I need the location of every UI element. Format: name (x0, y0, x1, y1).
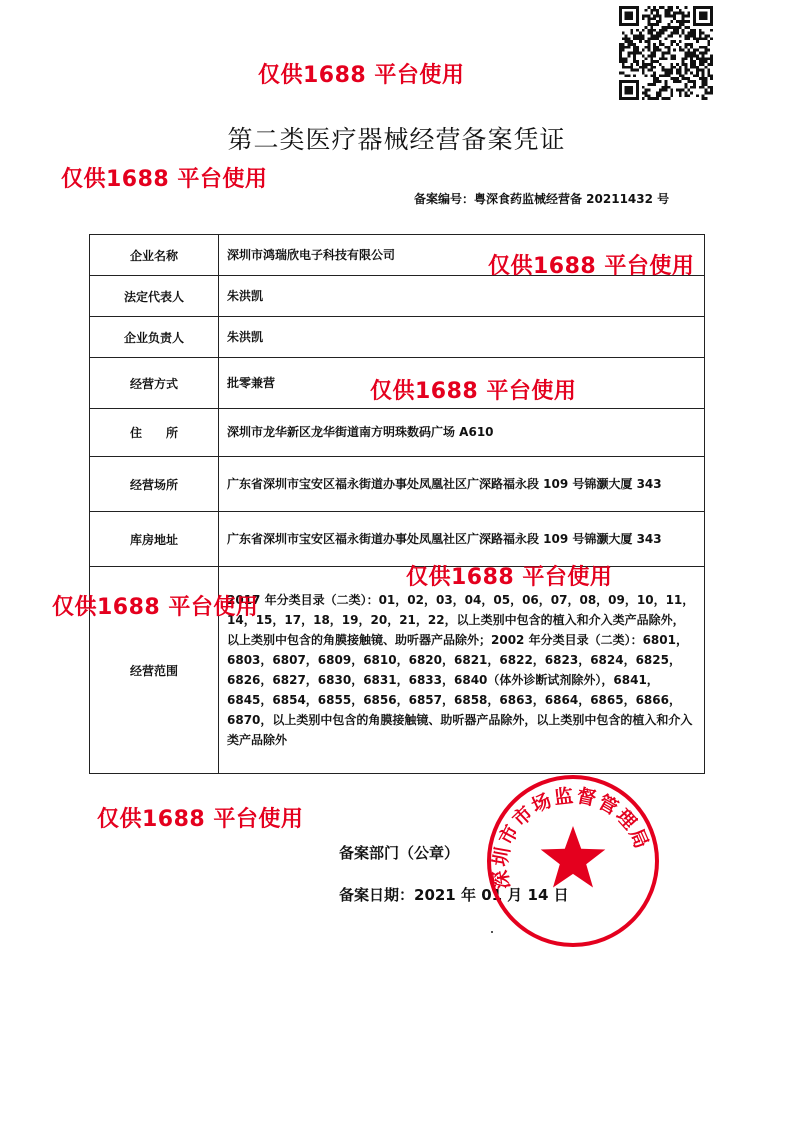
residence-value: 深圳市龙华新区龙华街道南方明珠数码广场 A610 (219, 409, 705, 457)
business-scope-label: 经营范围 (90, 567, 219, 774)
seal-star-icon (541, 826, 606, 888)
residence-label: 住 所 (90, 409, 219, 457)
watermark: 仅供1688 平台使用 (406, 565, 613, 590)
watermark: 仅供1688 平台使用 (258, 63, 465, 88)
record-date: 备案日期：2021 年 01 月 14 日 (339, 886, 569, 904)
official-seal-icon (484, 772, 662, 950)
company-name-value: 深圳市鸿瑞欣电子科技有限公司 (219, 235, 705, 276)
business-mode-label: 经营方式 (90, 358, 219, 409)
record-number: 备案编号：粤深食药监械经营备 20211432 号 (414, 192, 670, 206)
watermark: 仅供1688 平台使用 (97, 807, 304, 832)
business-premises-value: 广东省深圳市宝安区福永街道办事处凤凰社区广深路福永段 109 号锦灏大厦 343 (219, 457, 705, 512)
table-row (90, 276, 705, 317)
legal-rep-label: 法定代表人 (90, 276, 219, 317)
seal-text: 深圳市市场监督管理局 (489, 784, 654, 891)
person-in-charge-label: 企业负责人 (90, 317, 219, 358)
record-table (89, 234, 705, 774)
record-department: 备案部门（公章） (339, 844, 460, 862)
business-mode-value: 批零兼营 (219, 358, 705, 409)
table-row (90, 457, 705, 512)
table-row (90, 409, 705, 457)
warehouse-address-value: 广东省深圳市宝安区福永街道办事处凤凰社区广深路福永段 109 号锦灏大厦 343 (219, 512, 705, 567)
qr-code-icon (619, 6, 713, 100)
watermark: 仅供1688 平台使用 (52, 595, 259, 620)
table-row (90, 512, 705, 567)
watermark: 仅供1688 平台使用 (61, 167, 268, 192)
watermark: 仅供1688 平台使用 (488, 254, 695, 279)
watermark: 仅供1688 平台使用 (370, 379, 577, 404)
company-name-label: 企业名称 (90, 235, 219, 276)
table-row (90, 317, 705, 358)
business-scope-value: 2017 年分类目录（二类）：01，02，03，04，05，06，07，08，09，10，11，14，15，17，18，19，20，21，22，以上类别中包含的植入和介入类产品除外，以上类别中包含的角膜接触镜、助听器产品除外；2002 年分类目录（二类）：6801，6803，6807，6809，6810，6820，6821，6822，6823，6824，6825，6826，6827，6830，6831，6833，6840（体外诊断试剂除外），6841，6845，6854，6855，6856，6857，6858，6863，6864，6865，6866，6870，以上类别中包含的角膜接触镜、助听器产品除外，以上类别中包含的植入和介入类产品除外 (219, 567, 705, 774)
legal-rep-value: 朱洪凯 (219, 276, 705, 317)
business-premises-label: 经营场所 (90, 457, 219, 512)
document-title: 第二类医疗器械经营备案凭证 (227, 125, 566, 154)
warehouse-address-label: 库房地址 (90, 512, 219, 567)
person-in-charge-value: 朱洪凯 (219, 317, 705, 358)
